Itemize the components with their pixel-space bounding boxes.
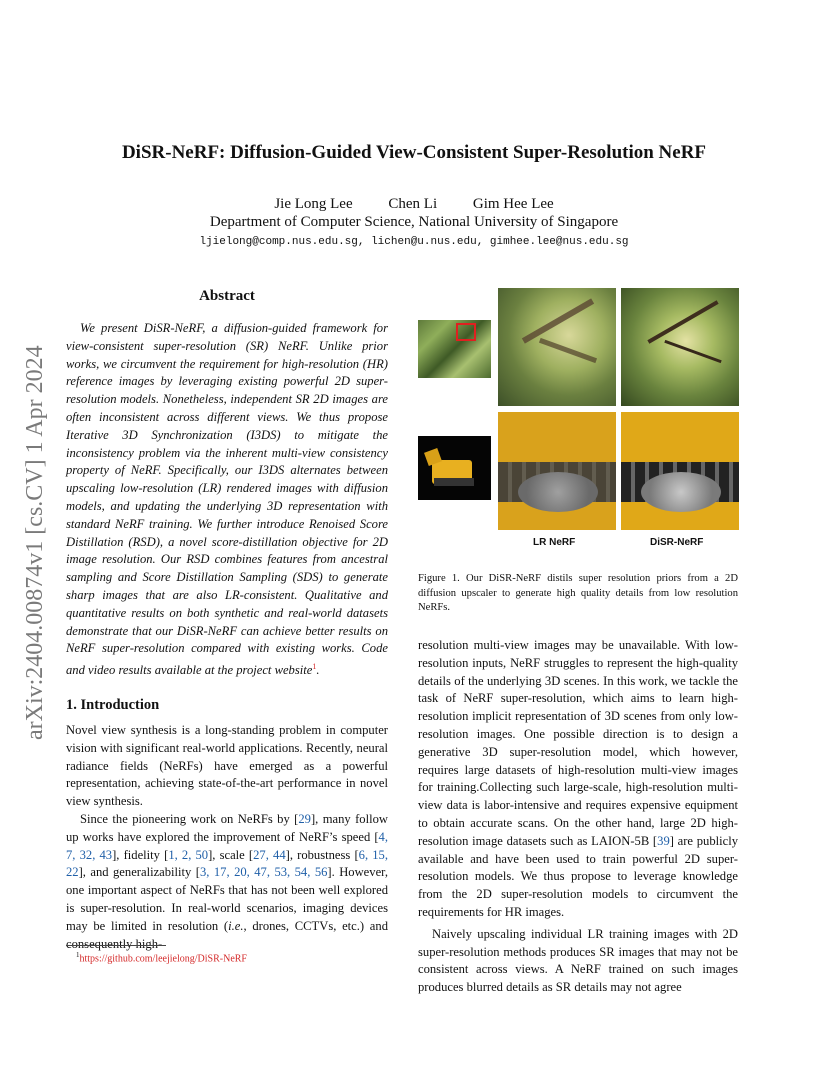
citation-link[interactable]: 29 xyxy=(298,811,311,826)
lego-overview-thumbnail xyxy=(418,436,491,500)
abstract-text: We present DiSR-NeRF, a diffusion-guided framework for view-consistent super-resolution (SR) NeRF. Unlike prior works, we circumvent the requirement for high-resolution (HR) reference images by leveraging existing powerful 2D super-resolution models. Nonetheless, independent SR 2D images are often inconsistent across different views. We thus propose Iterative 3D Synchronization (I3DS) to mitigate the inconsistency problem via the inherent multi-view consistency property of NeRF. Specifically, our I3DS alternates between upscaling low-resolution (LR) rendered images with diffusion models, and updating the underlying 3D representation with standard NeRF training. We further introduce Renoised Score Distillation (RSD), a novel score-distillation objective for 2D image resolution. Our RSD combines features from ancestral sampling and Score Distillation Sampling (SDS) to generate sharp images that are also LR-consistent. Qualitative and quantitative results on both synthetic and real-world datasets demonstrate that our DiSR-NeRF can achieve better results on NeRF super-resolution compared with existing works. Code and video results available at the project website xyxy=(66,321,388,678)
abstract-heading: Abstract xyxy=(199,288,255,304)
project-url-link[interactable]: https://github.com/leejielong/DiSR-NeRF xyxy=(79,953,247,965)
text-run: ], many follow up works have explored the improvement of NeRF’s speed [ xyxy=(66,811,388,844)
arxiv-identifier-stamp xyxy=(10,300,50,740)
footnote-number: 1 xyxy=(76,951,80,959)
author-list xyxy=(0,196,828,213)
author-name: Gim Hee Lee xyxy=(472,196,554,212)
author-name: Chen Li xyxy=(388,196,438,212)
text-run: ], robustness [ xyxy=(285,847,359,862)
citation-link[interactable]: 3, 17, 20, 47, 53, 54, 56 xyxy=(199,865,328,880)
abstract-end: . xyxy=(316,663,320,678)
paper-title: DiSR-NeRF: Diffusion-Guided View-Consistent Super-Resolution NeRF xyxy=(121,142,707,163)
text-run: Since the pioneering work on NeRFs by [ xyxy=(80,811,299,826)
citation-link[interactable]: 39 xyxy=(657,833,670,848)
text-run: ], fidelity [ xyxy=(112,847,169,862)
plant-disr-nerf-crop xyxy=(621,288,739,406)
crop-highlight-box xyxy=(456,323,476,341)
footnote-mark-link[interactable]: 1 xyxy=(312,662,317,672)
affiliation: Department of Computer Science, National University of Singapore xyxy=(209,214,619,230)
introduction-body xyxy=(66,722,388,953)
author-name: Jie Long Lee xyxy=(274,196,353,212)
right-column-body xyxy=(418,637,738,997)
figure-1 xyxy=(418,288,740,558)
citation-link[interactable]: 6, 15, 22 xyxy=(66,847,388,880)
citation-link[interactable]: 4, 7, 32, 43 xyxy=(66,829,388,862)
plant-overview-thumbnail xyxy=(418,320,491,378)
lego-lr-nerf-crop xyxy=(498,412,616,530)
author-emails: ljielong@comp.nus.edu.sg, lichen@u.nus.edu, gimhee.lee@nus.edu.sg xyxy=(199,236,629,248)
text-run-italic: i.e. xyxy=(228,918,244,933)
text-run: ], scale [ xyxy=(208,847,254,862)
citation-link[interactable]: 1, 2, 50 xyxy=(168,847,209,862)
footnote-rule xyxy=(66,945,166,946)
figure-1-caption: Figure 1. Our DiSR-NeRF distils super resolution priors from a 2D diffusion upscaler to generate high quality details from low resolution NeRFs. xyxy=(418,573,738,613)
text-run: ]. However, one important aspect of NeRFs that has not been well explored is super-resolution. In real-world scenarios, imaging devices may be limited in resolution ( xyxy=(66,865,388,933)
plant-lr-nerf-crop xyxy=(498,288,616,406)
figure-label-lr-nerf: LR NeRF xyxy=(533,537,576,548)
citation-link[interactable]: 27, 44 xyxy=(253,847,286,862)
right-paragraph-1 xyxy=(418,637,738,922)
right-paragraph-2: Naively upscaling individual LR training images with 2D super-resolution methods produces SR images that may not be consistent across views. A NeRF trained on such images produces blurred details as SR details may not agree xyxy=(418,926,738,995)
arxiv-id-text: arXiv:2404.00874v1 [cs.CV] 1 Apr 2024 xyxy=(22,345,48,740)
section-heading-introduction: 1. Introduction xyxy=(66,697,160,713)
intro-paragraph-1: Novel view synthesis is a long-standing problem in computer vision with significant real-world applications. Recently, neural radiance fields (NeRFs) have emerged as a powerful representation, achieving state-of-the-art performance in novel view synthesis. xyxy=(66,723,388,809)
lego-disr-nerf-crop xyxy=(621,412,739,530)
text-run: ], and generalizability [ xyxy=(78,865,200,880)
text-run: , drones, CCTVs, etc.) and consequently high- xyxy=(66,918,388,951)
figure-label-disr-nerf: DiSR-NeRF xyxy=(650,537,704,548)
abstract-body xyxy=(66,320,388,680)
text-run: ] are publicly available and have been used to train powerful 2D super-resolution models. We thus propose to leverage knowledge from the 2D super-resolution models to circumvent the requirements for HR images. xyxy=(418,833,739,919)
footnote xyxy=(76,951,247,964)
intro-paragraph-2 xyxy=(66,811,388,953)
text-run: resolution multi-view images may be unavailable. With low-resolution inputs, NeRF struggles to represent the high-quality details of the underlying 3D scenes. In this work, we tackle the task of NeRF super-resolution, which aims to learn high-resolution implicit representation of 3D scenes from only low-resolution images. One possible direction is to design a generative 3D super-resolution model, which however, requires large datasets of high-resolution multi-view images for training.Collecting such large-scale, high-resolution multi-view data is labor-intensive and requires expensive equipment to obtain accurate scans. On the other hand, large 2D high-resolution image datasets such as LAION-5B [ xyxy=(418,638,738,848)
